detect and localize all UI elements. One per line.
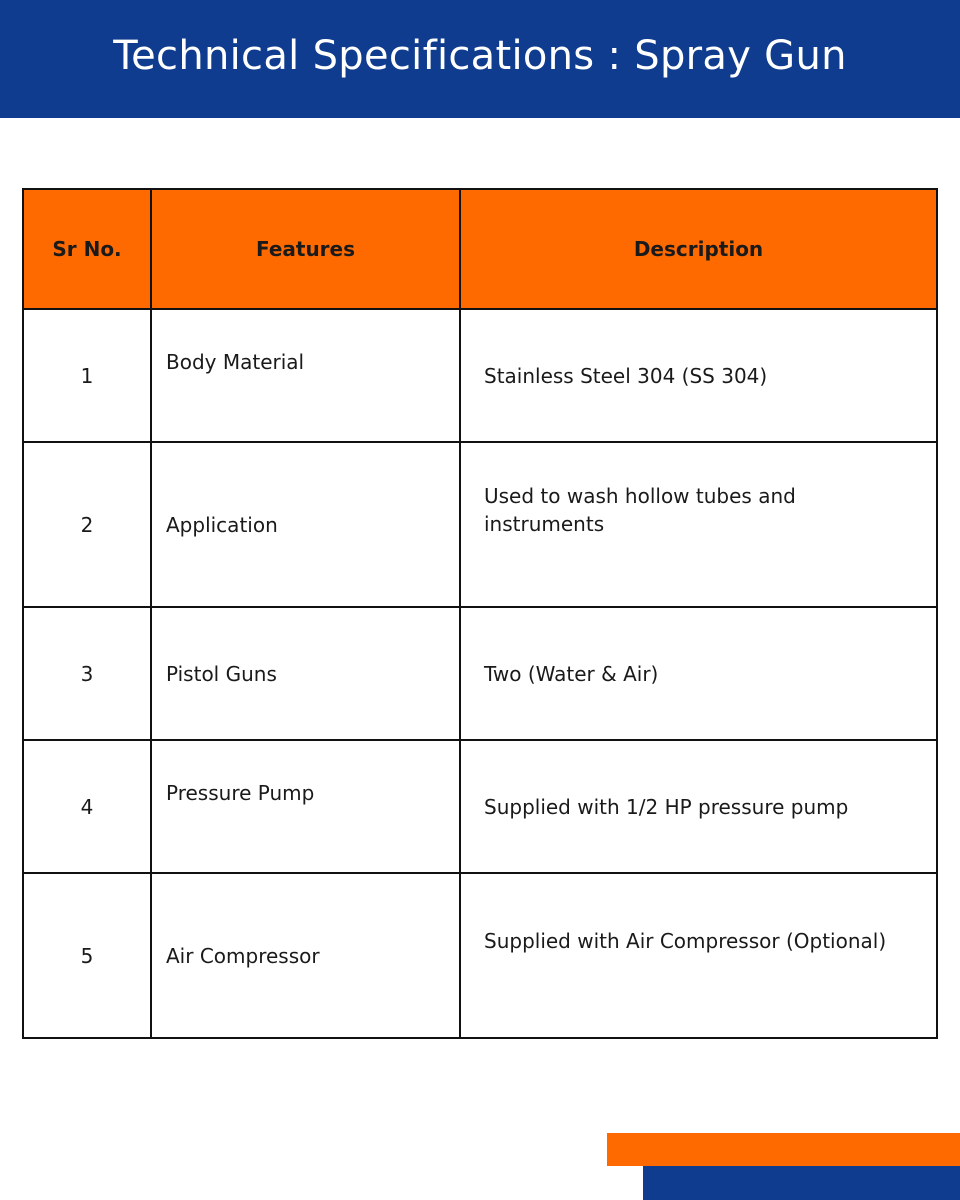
description-text: Supplied with Air Compressor (Optional)	[484, 928, 887, 953]
feature-cell: Pistol Guns	[151, 607, 460, 740]
feature-cell	[151, 740, 460, 873]
description-cell: Supplied with 1/2 HP pressure pump	[460, 740, 937, 873]
table-row	[23, 607, 937, 740]
sr-no-cell: 2	[23, 442, 151, 607]
sr-no-cell: 5	[23, 873, 151, 1038]
sr-no-cell: 1	[23, 309, 151, 442]
page-title: Technical Specifications : Spray Gun	[113, 33, 847, 79]
sr-no-cell: 3	[23, 607, 151, 740]
description-cell: Stainless Steel 304 (SS 304)	[460, 309, 937, 442]
column-header-sr-no: Sr No.	[23, 189, 151, 309]
column-header-description: Description	[460, 189, 937, 309]
column-header-features: Features	[151, 189, 460, 309]
description-cell	[460, 873, 937, 1038]
feature-cell: Application	[151, 442, 460, 607]
table-row	[23, 740, 937, 873]
description-cell	[460, 442, 937, 607]
feature-text: Pressure Pump	[166, 780, 315, 805]
feature-cell: Air Compressor	[151, 873, 460, 1038]
footer-accent-orange-bar	[607, 1133, 960, 1166]
header-banner	[0, 0, 960, 118]
footer-accent-blue-bar	[643, 1166, 960, 1200]
sr-no-cell: 4	[23, 740, 151, 873]
table-row	[23, 442, 937, 607]
table-row	[23, 309, 937, 442]
description-cell: Two (Water & Air)	[460, 607, 937, 740]
table-header-row	[23, 189, 937, 309]
spec-table	[22, 188, 938, 1039]
table-row	[23, 873, 937, 1038]
description-text: Used to wash hollow tubes and instruments	[484, 483, 796, 536]
feature-cell	[151, 309, 460, 442]
feature-text: Body Material	[166, 349, 305, 374]
